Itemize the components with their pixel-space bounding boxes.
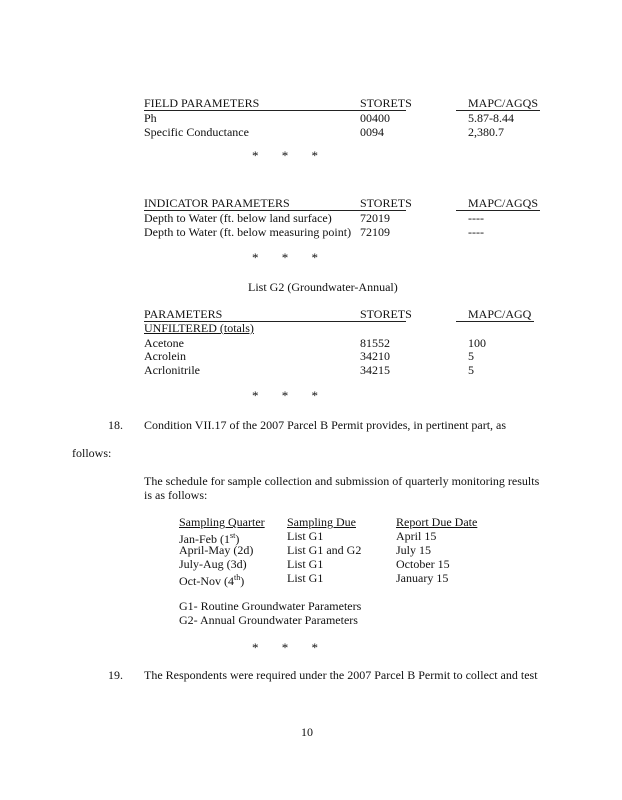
table-cell: Ph (144, 111, 157, 125)
table-cell: Depth to Water (ft. below land surface) (144, 211, 332, 225)
list-g2-title: List G2 (Groundwater-Annual) (248, 280, 398, 294)
schedule-due: List G1 (287, 571, 324, 585)
table-cell: 5 (468, 363, 474, 377)
table-cell: 34215 (360, 363, 390, 377)
schedule-quarter: April-May (2d) (179, 543, 254, 557)
g2-header-storets: STORETS (360, 307, 412, 321)
para-18-continuation: follows: (72, 446, 112, 460)
ellipsis-stars: * * * (252, 640, 328, 655)
table-cell: Specific Conductance (144, 125, 249, 139)
field-header-storets: STORETS (360, 96, 412, 110)
g2-header-mapc: MAPC/AGQ (468, 307, 532, 321)
quote-line-1: The schedule for sample collection and submission of quarterly monitoring results (144, 474, 540, 488)
table-cell: 34210 (360, 349, 390, 363)
para-19-number: 19. (108, 668, 123, 682)
table-cell: ---- (468, 211, 484, 225)
table-cell: 5.87-8.44 (468, 111, 514, 125)
schedule-legend-g1: G1- Routine Groundwater Parameters (179, 599, 362, 613)
schedule-report: July 15 (396, 543, 432, 557)
ellipsis-stars: * * * (252, 250, 328, 265)
g2-header-rule-right (456, 321, 534, 322)
field-header-mapc: MAPC/AGQS (468, 96, 539, 110)
schedule-quarter: Oct-Nov (4th) (179, 573, 245, 588)
table-cell: Acetone (144, 336, 184, 350)
field-header-parameters: FIELD PARAMETERS (144, 96, 260, 110)
page-number: 10 (301, 725, 313, 739)
schedule-report: January 15 (396, 571, 449, 585)
schedule-due: List G1 (287, 557, 324, 571)
schedule-legend-g2: G2- Annual Groundwater Parameters (179, 613, 358, 627)
para-19-text: The Respondents were required under the 2007 Parcel B Permit to collect and test (144, 668, 538, 682)
g2-subheader: UNFILTERED (totals) (144, 321, 254, 335)
table-cell: 72109 (360, 225, 390, 239)
indicator-header-mapc: MAPC/AGQS (468, 196, 539, 210)
schedule-header-due: Sampling Due (287, 515, 356, 529)
schedule-report: April 15 (396, 529, 437, 543)
para-18-number: 18. (108, 418, 123, 432)
table-cell: 00400 (360, 111, 390, 125)
table-cell: 5 (468, 349, 474, 363)
table-cell: 100 (468, 336, 486, 350)
ellipsis-stars: * * * (252, 148, 328, 163)
table-cell: 81552 (360, 336, 390, 350)
table-cell: 0094 (360, 125, 384, 139)
schedule-quarter: July-Aug (3d) (179, 557, 247, 571)
indicator-header-storets: STORETS (360, 196, 412, 210)
schedule-header-report: Report Due Date (396, 515, 478, 529)
schedule-header-quarter: Sampling Quarter (179, 515, 265, 529)
ellipsis-stars: * * * (252, 388, 328, 403)
para-18-text: Condition VII.17 of the 2007 Parcel B Permit provides, in pertinent part, as (144, 418, 507, 432)
table-cell: ---- (468, 225, 484, 239)
schedule-due: List G1 and G2 (287, 543, 362, 557)
table-cell: Acrlonitrile (144, 363, 200, 377)
schedule-due: List G1 (287, 529, 324, 543)
indicator-header-parameters: INDICATOR PARAMETERS (144, 196, 290, 210)
schedule-report: October 15 (396, 557, 450, 571)
table-cell: 2,380.7 (468, 125, 504, 139)
table-cell: Acrolein (144, 349, 186, 363)
g2-header-parameters: PARAMETERS (144, 307, 223, 321)
table-cell: 72019 (360, 211, 390, 225)
quote-line-2: is as follows: (144, 488, 208, 502)
schedule-quarter: Jan-Feb (1st) (179, 531, 240, 546)
table-cell: Depth to Water (ft. below measuring point) (144, 225, 352, 239)
